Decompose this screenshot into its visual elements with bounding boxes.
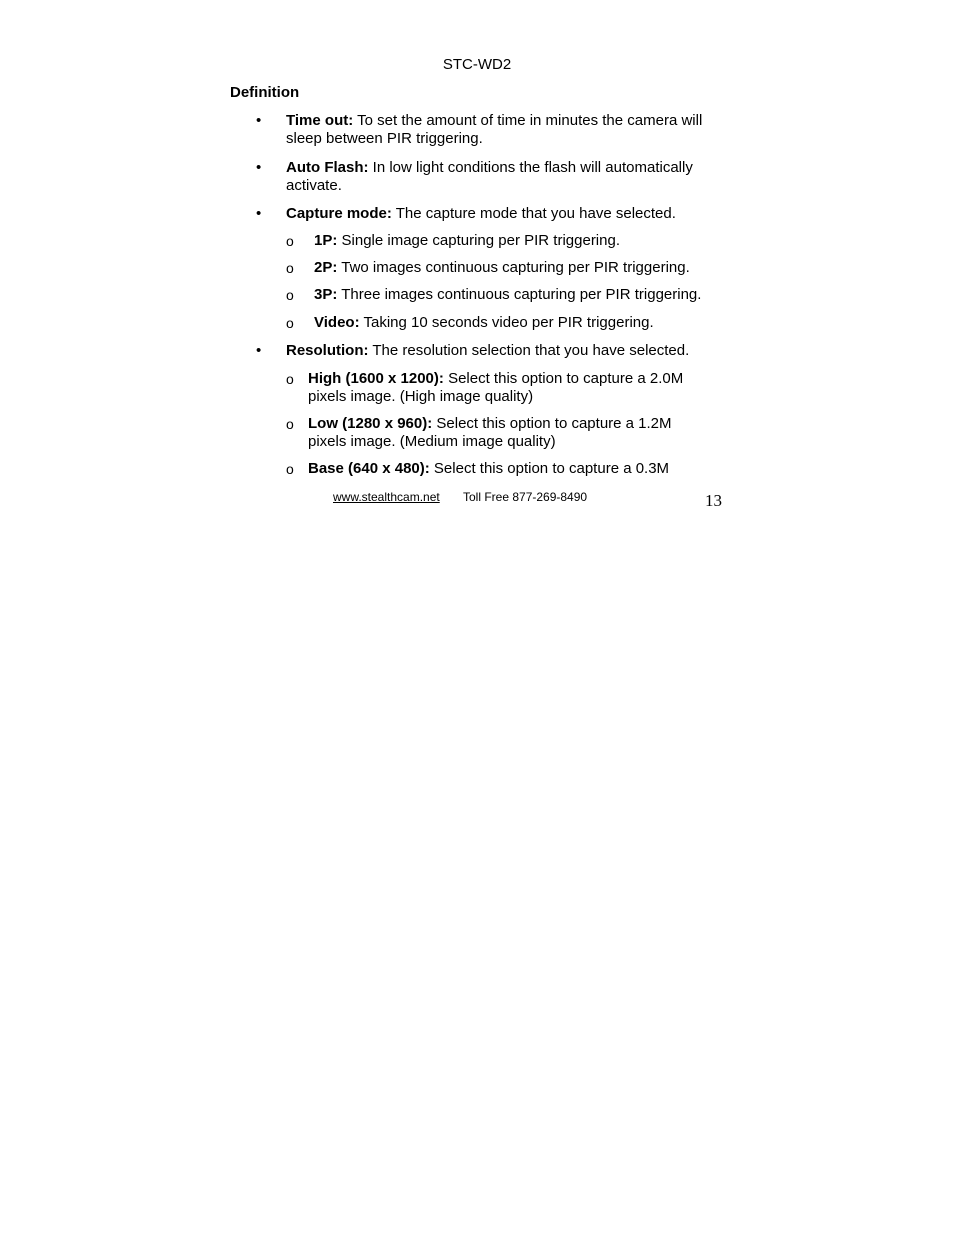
circle-marker: o [286,315,294,331]
bullet-marker: • [256,205,262,222]
desc-resolution: The resolution selection that you have selected. [368,342,690,359]
circle-marker: o [286,461,294,477]
bullet-marker: • [256,159,262,176]
circle-marker: o [286,287,294,303]
page-header: STC-WD2 [442,56,512,73]
term-low: Low (1280 x 960): [308,415,433,432]
page-number: 13 [705,491,722,510]
term-timeout: Time out: [286,112,354,129]
circle-marker: o [286,371,294,387]
desc-high: Select this option to capture a 2.0M pixels image. (High image quality) [308,370,684,405]
desc-base: Select this option to capture a 0.3M [429,460,670,477]
term-base: Base (640 x 480): [308,460,430,477]
toll-free-phone: Toll Free 877-269-8490 [463,490,588,504]
bullet-marker: • [256,342,262,359]
desc-1p: Single image capturing per PIR triggering. [337,232,620,249]
term-high: High (1600 x 1200): [308,370,444,387]
desc-auto-flash: In low light conditions the flash will automatically activate. [286,159,693,194]
desc-2p: Two images continuous capturing per PIR triggering. [337,259,690,276]
desc-timeout: To set the amount of time in minutes the camera will sleep between PIR triggering. [286,112,703,147]
bullet-marker: • [256,112,262,129]
term-auto-flash: Auto Flash: [286,159,369,176]
circle-marker: o [286,260,294,276]
term-video: Video: [314,314,360,331]
term-capture-mode: Capture mode: [286,205,392,222]
term-resolution: Resolution: [286,342,369,359]
section-title: Definition [230,84,300,101]
website-link[interactable]: www.stealthcam.net [333,490,440,504]
circle-marker: o [286,416,294,432]
desc-3p: Three images continuous capturing per PIR triggering. [337,286,702,303]
desc-video: Taking 10 seconds video per PIR triggering. [359,314,654,331]
term-2p: 2P: [314,259,338,276]
desc-low: Select this option to capture a 1.2M pixels image. (Medium image quality) [308,415,672,450]
term-3p: 3P: [314,286,338,303]
circle-marker: o [286,233,294,249]
desc-capture-mode: The capture mode that you have selected. [391,205,676,222]
term-1p: 1P: [314,232,338,249]
